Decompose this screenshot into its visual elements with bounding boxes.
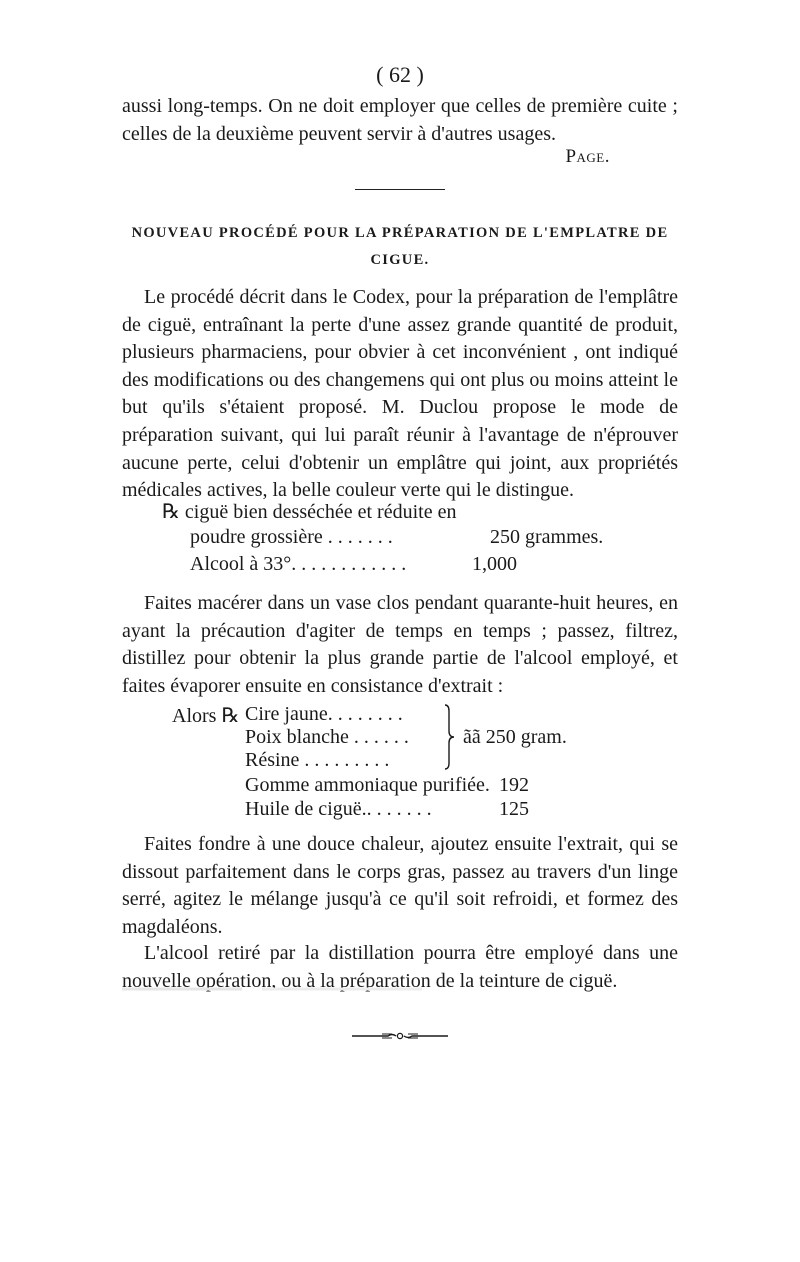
melting-paragraph: Faites fondre à une douce chaleur, ajoutez ensuite l'extrait, qui se dissout parfaitement dans le corps gras, passez au travers d'un linge serré, agitez le mélange jusqu'à ce qu'il soit refroidi, et formez des magdaléons. (122, 833, 678, 938)
end-ornament (352, 1029, 448, 1043)
closing-paragraph: L'alcool retiré par la distillation pourra être employé dans une nouvelle opération, ou à la préparation de la teinture de ciguë. (122, 942, 678, 992)
recipe1-line3: Alcool à 33°. . . . . . . . . . . . (190, 553, 407, 575)
recipe1-line1: ℞ ciguë bien desséchée et réduite en (162, 501, 457, 523)
section-divider (355, 189, 445, 190)
maceration-paragraph: Faites macérer dans un vase clos pendant quarante-huit heures, en ayant la précaution d'agiter de temps en temps ; passez, filtrez, distillez pour obtenir la plus grande partie de l'alcool employé, et faites évaporer ensuite en consistance d'extrait : (122, 592, 678, 697)
recipe2-qty-huile: 125 (499, 798, 529, 820)
recipe2-item-cire: Cire jaune. . . . . . . . (245, 703, 403, 725)
article-title-line1: NOUVEAU PROCÉDÉ POUR LA PRÉPARATION DE L'EMPLATRE DE (131, 225, 669, 241)
recipe2-item-huile: Huile de ciguë.. . . . . . . (245, 798, 432, 820)
recipe1-qty2: 250 grammes. (490, 526, 604, 548)
recipe1-line2: poudre grossière . . . . . . . (190, 526, 393, 548)
recipe2-lead: Alors ℞ (172, 705, 240, 727)
recipe2-grouped-qty: ãã 250 gram. (463, 726, 567, 748)
recipe1-qty3: 1,000 (472, 553, 517, 575)
recipe2-item-resine: Résine . . . . . . . . . (245, 749, 390, 771)
recipe2-qty-gomme: 192 (499, 774, 529, 796)
article-title-line2: CIGUE. (370, 252, 430, 268)
page-number: ( 62 ) (376, 62, 424, 87)
bleed-through-marks (122, 982, 542, 996)
recipe2-item-gomme: Gomme ammoniaque purifiée. (245, 774, 490, 796)
grouping-brace (443, 703, 455, 771)
signature: Page. (565, 146, 610, 167)
opening-paragraph: aussi long-temps. On ne doit employer que celles de première cuite ; celles de la deuxième peuvent servir à d'autres usages. (122, 95, 678, 145)
recipe2-item-poix: Poix blanche . . . . . . (245, 726, 409, 748)
intro-paragraph: Le procédé décrit dans le Codex, pour la préparation de l'emplâtre de ciguë, entraînant la perte d'une assez grande quantité de produit, plusieurs pharmaciens, pour obvier à cet inconvénient , ont indiqué des modifications ou des changemens qui ont plus ou moins atteint le but qu'ils s'étaient proposé. M. Duclou propose le mode de préparation suivant, qui lui paraît réunir à l'avantage de n'éprouver aucune perte, celui d'obtenir un emplâtre qui joint, aux propriétés médicales actives, la belle couleur verte qui le distingue. (122, 286, 678, 502)
